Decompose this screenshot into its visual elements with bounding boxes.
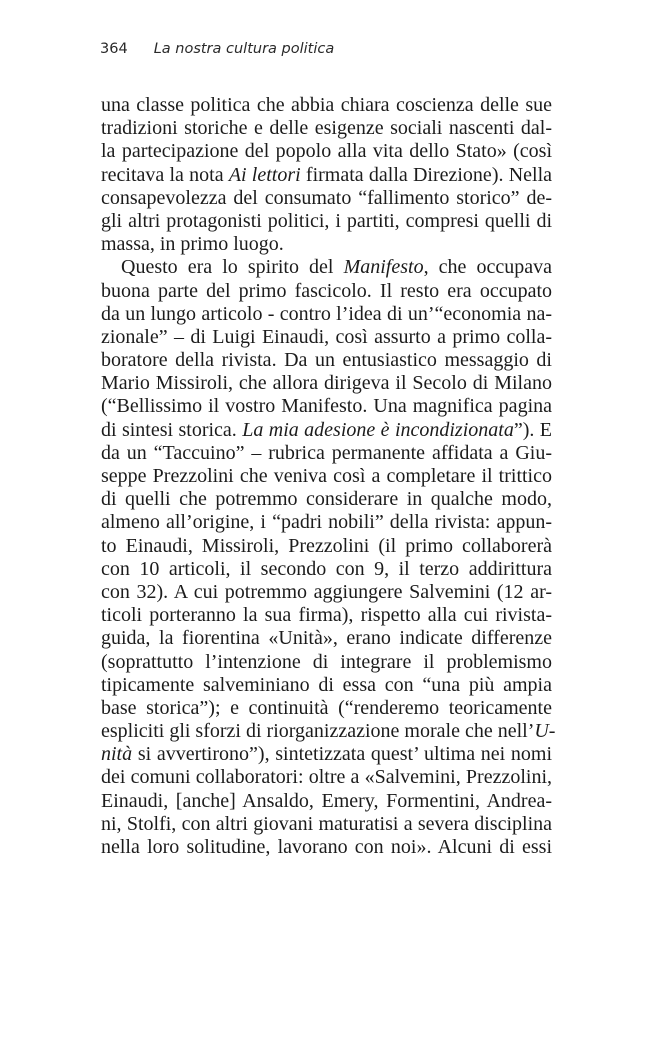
text-line: ticoli porteranno la sua firma), rispetto alla cui rivista- [101,604,552,627]
text-run: di sintesi storica. [101,418,243,441]
text-line: buona parte del primo fascicolo. Il resto era occupato [101,279,552,302]
text-run: recitava la nota [101,163,229,186]
text-line: boratore della rivista. Da un entusiastico messaggio di [101,349,552,372]
text-line: con 32). A cui potremmo aggiungere Salvemini (12 ar- [101,580,552,603]
text-line: consapevolezza del consumato “fallimento storico” de- [101,186,552,209]
text-run: Questo era lo spirito del [121,256,344,279]
text-line: di quelli che potremmo considerare in qualche modo, [101,488,552,511]
text-line: (soprattutto l’intenzione di integrare il problemismo [101,650,552,673]
text-line: da un “Taccuino” – rubrica permanente affidata a Giu- [101,441,552,464]
text-line [101,743,552,766]
italic-title: Manifesto [343,256,424,279]
text-line: seppe Prezzolini che veniva così a completare il trittico [101,465,552,487]
body-text [101,94,556,859]
text-run: espliciti gli sforzi di riorganizzazione morale che nell’ [101,720,535,743]
italic-title: nità [101,743,133,766]
text-line: guida, la fiorentina «Unità», erano indicate differenze [101,627,552,650]
text-line: Einaudi, [anche] Ansaldo, Emery, Formentini, Andrea- [101,789,552,812]
text-line: da un lungo articolo - contro l’idea di un’“economia na- [101,302,552,325]
italic-title: U- [534,720,556,743]
text-line: base storica”); e continuità (“renderemo teoricamente [101,696,552,719]
text-line: una classe politica che abbia chiara coscienza delle sue [101,94,552,116]
text-line [101,256,552,279]
text-line: la partecipazione del popolo alla vita dello Stato» (così [101,140,552,163]
text-line: con 10 articoli, il secondo con 9, il terzo addirittura [101,557,552,580]
running-head [100,41,334,57]
text-line [101,164,552,187]
text-line: almeno all’origine, i “padri nobili” della rivista: appun- [101,511,552,534]
italic-title: Ai lettori [228,163,301,186]
text-line: tipicamente salveminiano di essa con “una più ampia [101,673,552,696]
text-line: to Einaudi, Missiroli, Prezzolini (il primo collaborerà [101,534,552,557]
text-line: tradizioni storiche e delle esigenze sociali nascenti dal- [101,117,552,140]
text-line: zionale” – di Luigi Einaudi, così assurto a primo colla- [101,325,552,348]
text-run: ”). E [513,418,553,441]
text-line [101,419,552,442]
text-line: Mario Missiroli, che allora dirigeva il Secolo di Milano [101,372,552,395]
text-line: ni, Stolfi, con altri giovani maturatisi a severa disciplina [101,812,552,835]
text-run: , che occupava [423,256,552,279]
running-title: La nostra cultura politica [153,41,335,57]
text-run: firmata dalla Direzione). Nella [300,163,552,186]
text-line: dei comuni collaboratori: oltre a «Salvemini, Prezzolini, [101,766,552,789]
text-line: nella loro solitudine, lavorano con noi». Alcuni di essi [101,836,552,858]
text-line [101,720,556,743]
text-line: (“Bellissimo il vostro Manifesto. Una magnifica pagina [101,395,552,418]
text-line: massa, in primo luogo. [101,233,284,256]
text-run: si avvertirono”), sintetizzata quest’ ultima nei nomi [132,743,552,766]
page-number: 364 [100,41,128,57]
italic-quote: La mia adesione è incondizionata [242,418,514,441]
text-line: gli altri protagonisti politici, i partiti, compresi quelli di [101,209,552,232]
